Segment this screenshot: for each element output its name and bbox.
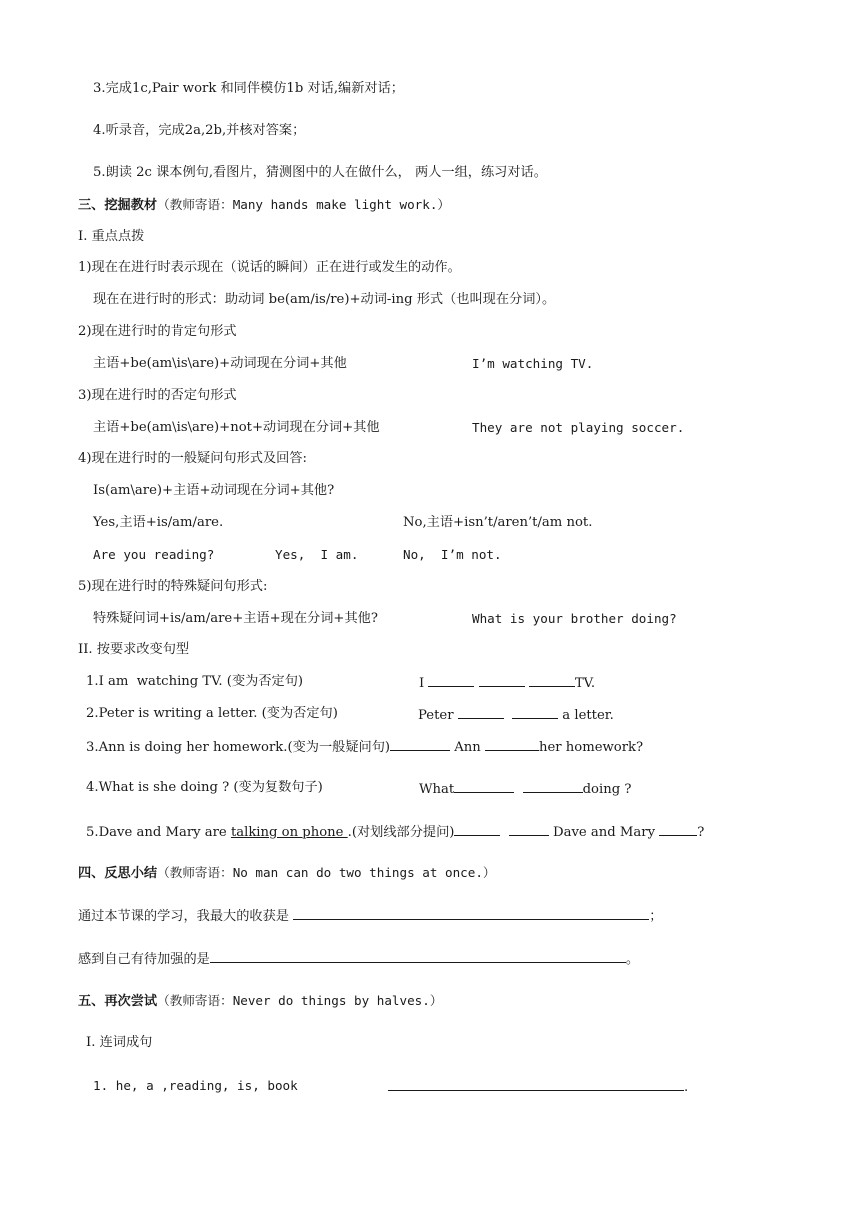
section-5-heading: 五、再次尝试 (78, 994, 158, 1009)
answer-blank[interactable] (428, 673, 474, 687)
reflection-gain (78, 906, 662, 926)
answer-text: Dave and Mary (553, 825, 656, 840)
punctuation: 。 (625, 952, 640, 967)
question-text: 5.Dave and Mary are (86, 825, 231, 840)
exercise-4-answer (419, 779, 631, 799)
question-text: .(对划线部分提问) (347, 825, 455, 840)
reflection-label: 通过本节课的学习，我最大的收获是 (78, 909, 289, 924)
task-5: 5.朗读 2c 课本例句,看图片，猜测图中的人在做什么， 两人一组，练习对话。 (93, 165, 547, 180)
answer-text: I (419, 676, 425, 691)
gain-blank[interactable] (293, 906, 649, 920)
task-3: 3.完成1c,Pair work 和同伴模仿1b 对话,编新对话； (93, 81, 404, 96)
exercise-2-answer (418, 705, 614, 725)
point-3: 3)现在进行时的否定句形式 (78, 388, 237, 403)
point-4-example-no: No, I’m not. (403, 547, 502, 562)
exercise-5 (86, 822, 704, 842)
reflection-improve (78, 949, 639, 969)
answer-blank[interactable] (479, 673, 525, 687)
point-4-no: No,主语+isn’t/aren’t/am not. (403, 515, 593, 530)
answer-text: ? (697, 825, 705, 840)
answer-blank[interactable] (512, 705, 558, 719)
answer-blank[interactable] (454, 779, 514, 793)
point-2-formula: 主语+be(am\is\are)+动词现在分词+其他 (93, 356, 347, 371)
section-5-motto: （教师寄语：Never do things by halves.） (157, 993, 443, 1008)
section-4-motto: （教师寄语：No man can do two things at once.） (157, 865, 496, 880)
answer-text: a letter. (562, 708, 614, 723)
answer-blank[interactable] (458, 705, 504, 719)
section-3-title (78, 196, 450, 215)
task-4: 4.听录音，完成2a,2b,并核对答案； (93, 123, 306, 138)
point-4-formula: Is(am\are)+主语+动词现在分词+其他? (93, 483, 335, 498)
point-4-example-question: Are you reading? (93, 547, 215, 562)
point-2: 2)现在进行时的肯定句形式 (78, 324, 237, 339)
point-1: 1)现在在进行时表示现在（说话的瞬间）正在进行或发生的动作。 (78, 260, 461, 275)
improve-blank[interactable] (210, 949, 626, 963)
exercise-1-answer (419, 673, 595, 693)
answer-blank[interactable] (529, 673, 575, 687)
point-2-example: I’m watching TV. (472, 356, 594, 371)
point-1-form: 现在在进行时的形式：助动词 be(am/is/re)+动词-ing 形式（也叫现在分词）。 (93, 292, 556, 307)
answer-blank[interactable] (388, 1077, 684, 1091)
word-order-answer-1 (388, 1077, 688, 1097)
answer-text: Ann (454, 740, 481, 755)
answer-blank[interactable] (454, 822, 500, 836)
section-3-motto: （教师寄语：Many hands make light work.） (157, 197, 450, 212)
underlined-phrase: talking on phone (230, 825, 348, 840)
exercise-1-question: 1.I am watching TV. (变为否定句) (86, 674, 304, 689)
point-4-example-yes: Yes, I am. (275, 547, 359, 562)
key-points-title: I. 重点点拨 (78, 229, 145, 244)
punctuation: ； (649, 909, 663, 924)
point-5: 5)现在进行时的特殊疑问句形式: (78, 579, 268, 594)
section-4-heading: 四、反思小结 (78, 866, 158, 881)
reflection-label: 感到自己有待加强的是 (78, 952, 210, 967)
point-4: 4)现在进行时的一般疑问句形式及回答: (78, 451, 307, 466)
answer-text: Peter (418, 708, 454, 723)
section-5-title (78, 992, 442, 1011)
exercise-2-question: 2.Peter is writing a letter. (变为否定句) (86, 706, 338, 721)
answer-text: TV. (574, 676, 596, 691)
point-5-formula: 特殊疑问词+is/am/are+主语+现在分词+其他? (93, 611, 378, 626)
exercise-title: II. 按要求改变句型 (78, 642, 190, 657)
question-text: 3.Ann is doing her homework.(变为一般疑问句) (86, 740, 391, 755)
word-order-question-1: 1. he, a ,reading, is, book (93, 1078, 298, 1093)
point-5-example: What is your brother doing? (472, 611, 677, 626)
answer-blank[interactable] (523, 779, 583, 793)
answer-text: her homework? (538, 740, 644, 755)
answer-text: doing ? (582, 782, 632, 797)
section-3-heading: 三、挖掘教材 (78, 198, 158, 213)
answer-blank[interactable] (485, 737, 539, 751)
point-4-yes: Yes,主语+is/am/are. (93, 515, 224, 530)
answer-blank[interactable] (509, 822, 549, 836)
punctuation: . (684, 1080, 689, 1095)
exercise-4-question: 4.What is she doing ? (变为复数句子) (86, 780, 323, 795)
answer-blank[interactable] (659, 822, 697, 836)
point-3-formula: 主语+be(am\is\are)+not+动词现在分词+其他 (93, 420, 380, 435)
exercise-3-question (86, 737, 643, 757)
point-3-example: They are not playing soccer. (472, 420, 685, 435)
answer-blank[interactable] (390, 737, 450, 751)
section-4-title (78, 864, 496, 883)
word-order-title: I. 连词成句 (86, 1035, 153, 1050)
answer-text: What (419, 782, 455, 797)
